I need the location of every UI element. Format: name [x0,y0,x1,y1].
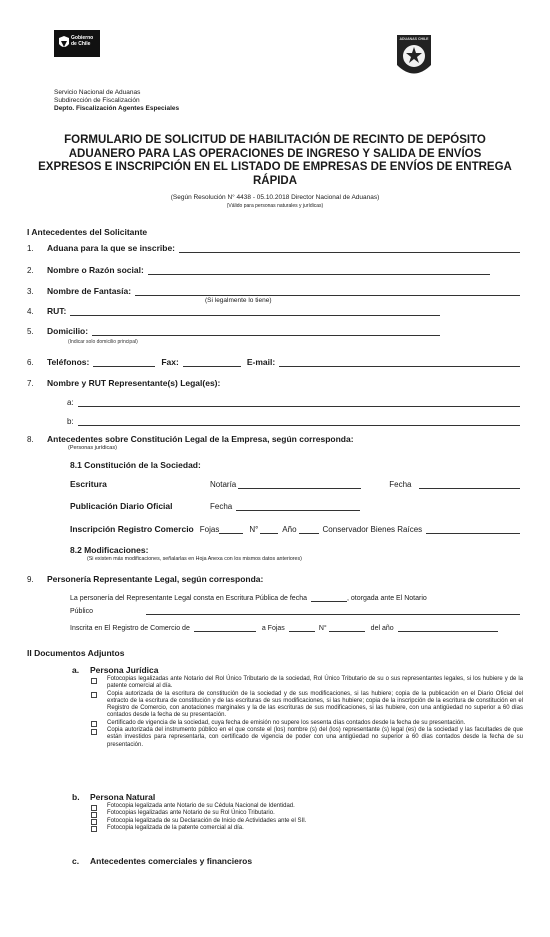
notaria-input-line[interactable] [238,479,361,489]
personeria-line-3 [70,622,498,632]
section-8-2-note: (Si existen más modificaciones, señalarlas en Hoja Anexa con los mismos datos anteriores) [87,556,302,562]
escritura-label: Escritura [70,479,107,489]
field-3-label: Nombre de Fantasía: [47,286,132,296]
comerciales-letter: c. [72,856,80,866]
seal-text: ADUANAS CHILE [399,37,429,41]
juridica-item-3: Certificado de vigencia de la sociedad, cuya fecha de emisión no supere los sesenta días contados desde la fecha de su presentación. [87,720,523,727]
field-4-input-line[interactable] [70,306,440,316]
registro-text: Inscrita en El Registro de Comercio de [70,625,190,632]
field-7-number: 7. [27,379,34,388]
natural-title: Persona Natural [90,792,156,802]
field-1 [27,243,520,253]
escritura-fecha-label: Fecha [389,480,412,489]
publicacion-fecha-label: Fecha [210,502,233,511]
agency-line-1: Servicio Nacional de Aduanas [54,89,141,96]
field-3-number: 3. [27,287,34,296]
registro-fojas-label: a Fojas [261,625,285,632]
natural-item-3: Fotocopia legalizada de su Declaración de Inicio de Actividades ante el SII. [87,818,523,825]
notaria-label: Notaría [210,480,237,489]
phone-input-line[interactable] [93,357,155,367]
conservador-label: Conservador Bienes Raíces [322,525,423,534]
notario-input-line[interactable] [146,605,520,615]
personeria-line-1 [70,592,520,602]
field-7a [67,397,520,407]
gov-logo-line-2: de Chile [71,41,91,47]
inscripcion-n-label: N° [249,525,259,534]
juridica-item-4: Copia autorizada del instrumento público en el que conste el (los) nombre (s) del (los) representante (s) legal (es) de la sociedad y las facultades de que están investidos para representarla, con certificado de vigencia de poder con una antigüedad no superior a 60 días contados desde la fecha de su presentación. [87,727,523,749]
personeria-text-2: , otorgada ante El Notario [347,595,427,602]
email-input-line[interactable] [279,357,520,367]
field-5-note: (Indicar solo domicilio principal) [68,339,138,345]
title-line-4: RÁPIDA [252,174,298,187]
field-9 [27,574,520,584]
field-7b-input-line[interactable] [78,416,520,426]
field-5-number: 5. [27,327,34,336]
inscripcion-n-input-line[interactable] [260,524,278,534]
field-7a-label: a: [67,398,74,407]
field-7 [27,378,520,388]
natural-item-4: Fotocopia legalizada de la patente comercial al día. [87,825,523,832]
field-6-label: Teléfonos: [47,357,90,367]
section-2-title: II Documentos Adjuntos [27,648,125,658]
section-8-1-title: 8.1 Constitución de la Sociedad: [70,460,201,470]
fojas-label: Fojas [199,525,220,534]
field-3 [27,286,520,296]
field-7-label: Nombre y RUT Representante(s) Legal(es): [47,378,221,388]
natural-item-1: Fotocopia legalizada ante Notario de su Cédula Nacional de Identidad. [87,803,523,810]
email-label: E-mail: [246,357,276,367]
conservador-input-line[interactable] [426,524,520,534]
field-2-label: Nombre o Razón social: [47,265,144,275]
field-1-label: Aduana para la que se inscribe: [47,243,176,253]
title-note: (Válido para personas naturales y jurídicas) [226,203,324,209]
field-4 [27,306,440,316]
inscripcion-row [70,524,520,534]
natural-list [87,803,523,832]
section-8-2-title: 8.2 Modificaciones: [70,545,149,555]
publicacion-row [70,501,360,511]
field-8-label: Antecedentes sobre Constitución Legal de la Empresa, según corresponda: [47,434,354,444]
publicacion-fecha-input-line[interactable] [236,501,360,511]
juridica-title: Persona Jurídica [90,665,159,675]
registro-input-line[interactable] [194,622,256,632]
publicacion-label: Publicación Diario Oficial [70,501,173,511]
field-6 [27,357,520,367]
personeria-text-1: La personería del Representante Legal consta en Escritura Pública de fecha [70,595,307,602]
registro-fojas-input-line[interactable] [289,622,315,632]
fax-label: Fax: [161,357,179,367]
juridica-item-2: Copia autorizada de la escritura de constitución de la sociedad y de sus modificaciones, si las hubiere; copia de la publicación en el Diario Oficial del extracto de la escritura de constitución y de las escrituras de sus modificaciones, si las hubiere; copia de la inscripción de la escritura de constitución en el Registro de Comercio, con anotaciones marginales y la de las escrituras de sus modificaciones, si las hubiere, con una antigüedad no superior a 60 días contados desde la fecha de su presentación. [87,691,523,720]
field-9-label: Personería Representante Legal, según corresponda: [47,574,264,584]
field-2-number: 2. [27,266,34,275]
field-5 [27,326,440,336]
anio-input-line[interactable] [299,524,319,534]
title-line-2: ADUANERO PARA LAS OPERACIONES DE INGRESO Y SALIDA DE ENVÍOS [68,147,482,160]
registro-anio-label: del año [370,625,394,632]
title-line-3: EXPRESOS E INSCRIPCIÓN EN EL LISTADO DE EMPRESAS DE ENVÍOS DE ENTREGA [38,161,512,173]
field-8-note: (Personas jurídicas) [68,445,117,451]
section-1-title: I Antecedentes del Solicitante [27,227,148,237]
publico-label: Público [70,608,93,615]
government-logo [54,30,100,57]
field-7b [67,416,520,426]
natural-letter: b. [72,792,80,802]
field-7b-label: b: [67,417,74,426]
field-6-number: 6. [27,358,34,367]
personeria-line-2 [70,605,520,615]
anio-label: Año [282,525,297,534]
field-4-label: RUT: [47,306,67,316]
registro-n-input-line[interactable] [329,622,365,632]
field-1-input-line[interactable] [179,243,520,253]
field-2 [27,265,490,275]
juridica-list [87,676,523,749]
field-5-input-line[interactable] [92,326,440,336]
juridica-item-1: Fotocopias legalizadas ante Notario del Rol Único Tributario de la sociedad, Rol Único Tributario de su o sus representantes legales, si los hubiere y de la patente comercial al día. [87,676,523,691]
escritura-row [70,479,520,489]
title-line-1: FORMULARIO DE SOLICITUD DE HABILITACIÓN DE RECINTO DE DEPÓSITO [64,134,486,146]
coat-of-arms-icon [58,35,70,51]
registro-n-label: N° [318,625,327,632]
juridica-letter: a. [72,665,80,675]
field-1-number: 1. [27,244,34,253]
natural-item-2: Fotocopias legalizadas ante Notario de su Rol Único Tributario. [87,810,523,817]
fojas-input-line[interactable] [219,524,243,534]
field-3-note: (Si legalmente lo tiene) [205,297,272,304]
field-5-label: Domicilio: [47,326,89,336]
comerciales-heading [72,856,252,866]
agency-line-2: Subdirección de Fiscalización [54,97,140,104]
field-3-input-line[interactable] [135,286,520,296]
field-4-number: 4. [27,307,34,316]
field-9-number: 9. [27,575,34,584]
escritura-fecha-input-line[interactable] [419,479,520,489]
fax-input-line[interactable] [183,357,241,367]
agency-line-3: Depto. Fiscalización Agentes Especiales [54,105,180,112]
title-subtitle: (Según Resolución N° 4438 - 05.10.2018 Director Nacional de Aduanas) [170,194,380,201]
field-8-number: 8. [27,435,34,444]
personeria-fecha-input-line[interactable] [311,592,347,602]
field-8 [27,434,520,444]
natural-heading [72,792,155,802]
registro-anio-input-line[interactable] [398,622,498,632]
juridica-heading [72,665,159,675]
field-2-input-line[interactable] [148,265,490,275]
field-7a-input-line[interactable] [78,397,520,407]
customs-seal [394,32,434,82]
inscripcion-label: Inscripción Registro Comercio [70,524,194,534]
comerciales-title: Antecedentes comerciales y financieros [90,856,253,866]
gov-logo-line-1: Gobierno [71,35,94,41]
agency-header [54,89,179,113]
form-title [20,134,530,188]
